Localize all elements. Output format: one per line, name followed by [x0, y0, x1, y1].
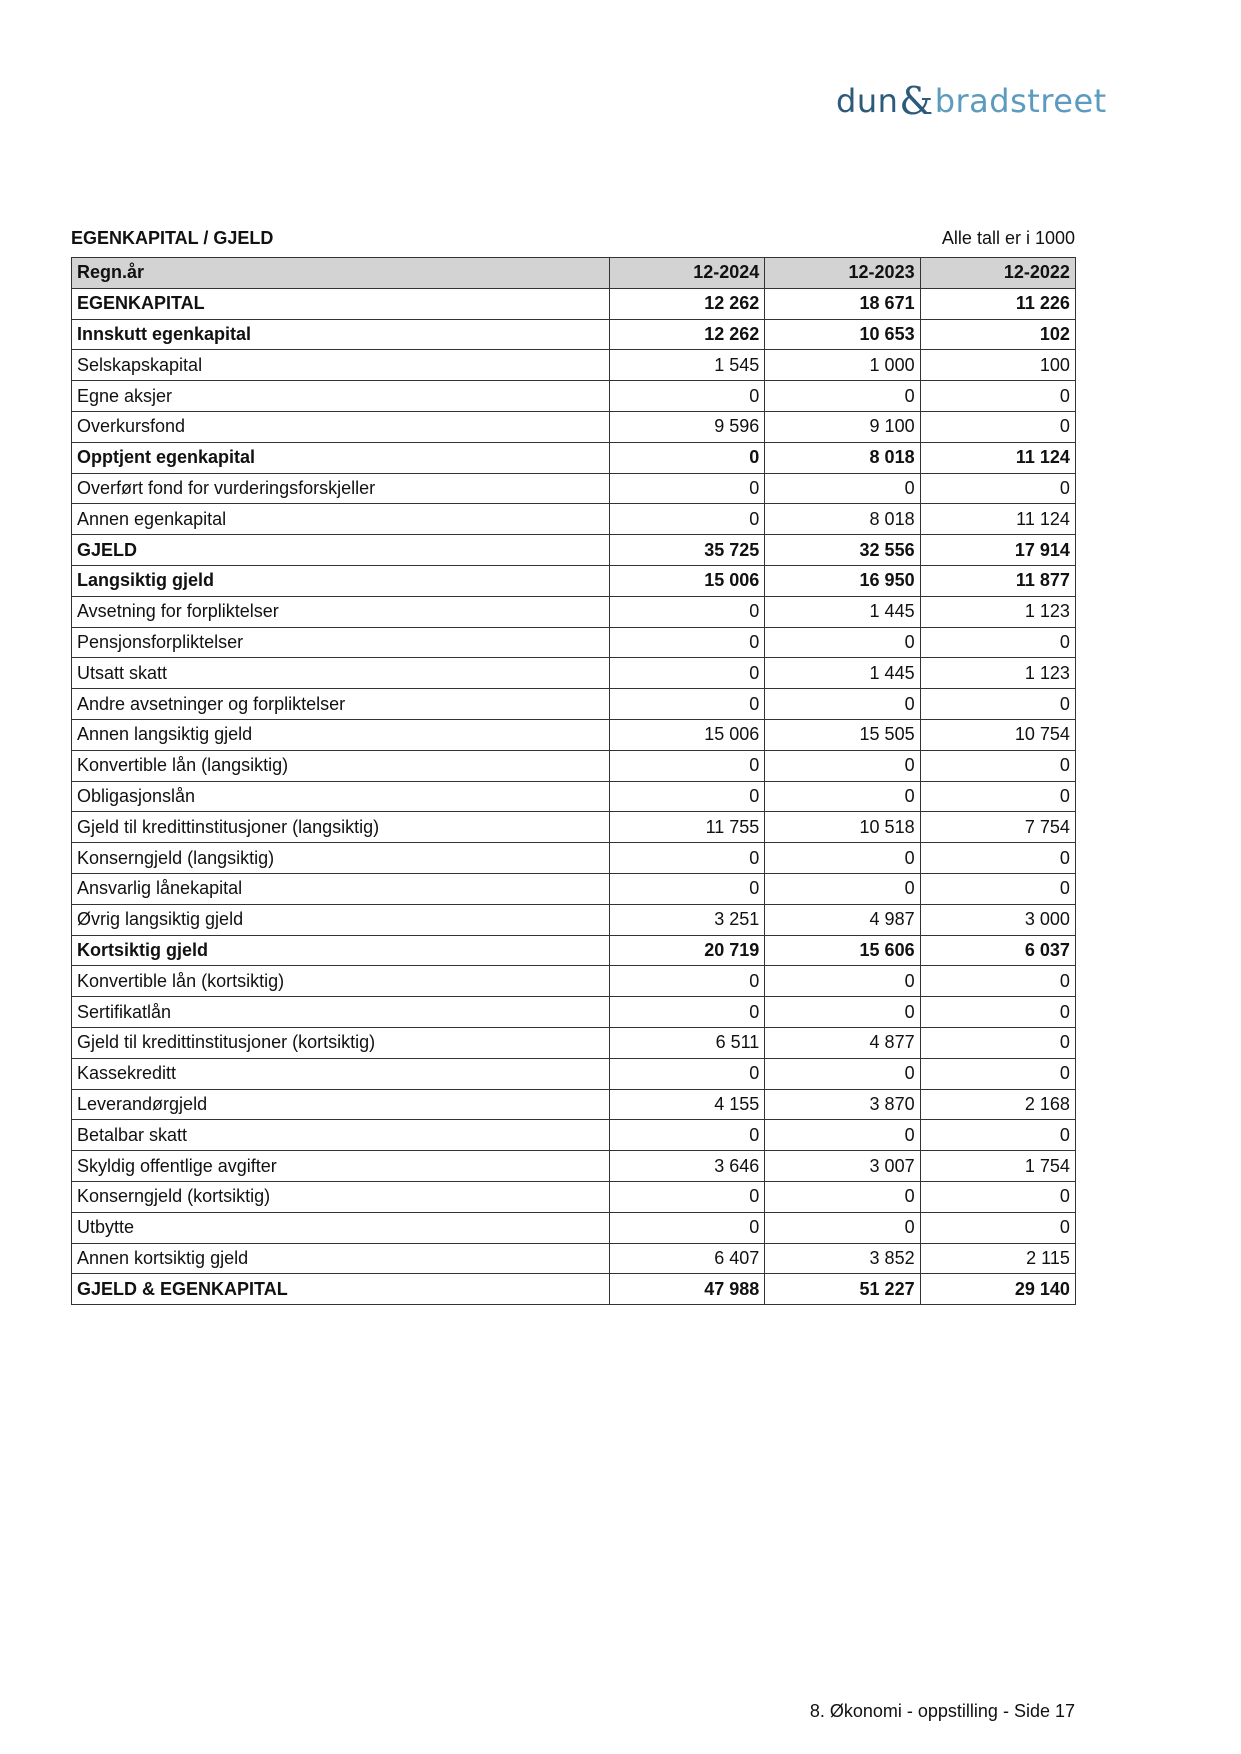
- row-value: 6 511: [610, 1027, 765, 1058]
- row-value: 0: [920, 1027, 1075, 1058]
- table-row: [72, 1058, 1076, 1089]
- table-row: [72, 750, 1076, 781]
- row-label: Utsatt skatt: [72, 658, 610, 689]
- row-label: Kassekreditt: [72, 1058, 610, 1089]
- row-value: 0: [610, 1181, 765, 1212]
- row-value: 11 124: [920, 442, 1075, 473]
- logo-text-dun: dun: [836, 82, 899, 120]
- logo-ampersand: &: [899, 79, 934, 123]
- row-value: 3 007: [765, 1151, 920, 1182]
- row-value: 11 124: [920, 504, 1075, 535]
- row-label: Gjeld til kredittinstitusjoner (kortsiktig): [72, 1027, 610, 1058]
- row-value: 0: [765, 1181, 920, 1212]
- row-value: 15 505: [765, 719, 920, 750]
- header-cell-year: 12-2022: [920, 258, 1075, 289]
- table-row: [72, 1027, 1076, 1058]
- table-row: [72, 1212, 1076, 1243]
- row-value: 0: [610, 627, 765, 658]
- row-value: 0: [920, 781, 1075, 812]
- row-value: 10 518: [765, 812, 920, 843]
- row-value: 15 006: [610, 719, 765, 750]
- row-value: 1 754: [920, 1151, 1075, 1182]
- row-label: Gjeld til kredittinstitusjoner (langsiktig): [72, 812, 610, 843]
- row-value: 0: [765, 1212, 920, 1243]
- table-row: [72, 535, 1076, 566]
- row-value: 8 018: [765, 442, 920, 473]
- row-label: Selskapskapital: [72, 350, 610, 381]
- row-value: 0: [765, 843, 920, 874]
- row-value: 100: [920, 350, 1075, 381]
- row-value: 0: [610, 997, 765, 1028]
- table-row: [72, 596, 1076, 627]
- row-label: GJELD: [72, 535, 610, 566]
- table-row: [72, 350, 1076, 381]
- header-cell-label: Regn.år: [72, 258, 610, 289]
- row-value: 4 987: [765, 904, 920, 935]
- table-row: [72, 781, 1076, 812]
- table-row: [72, 689, 1076, 720]
- row-label: Overført fond for vurderingsforskjeller: [72, 473, 610, 504]
- row-label: Konvertible lån (langsiktig): [72, 750, 610, 781]
- row-value: 0: [765, 1120, 920, 1151]
- table-row: [72, 288, 1076, 319]
- row-value: 0: [765, 627, 920, 658]
- row-label: Leverandørgjeld: [72, 1089, 610, 1120]
- row-value: 3 852: [765, 1243, 920, 1274]
- table-row: [72, 658, 1076, 689]
- row-value: 0: [920, 473, 1075, 504]
- row-value: 6 037: [920, 935, 1075, 966]
- row-value: 15 006: [610, 565, 765, 596]
- row-value: 1 445: [765, 658, 920, 689]
- row-value: 0: [610, 1120, 765, 1151]
- row-label: Ansvarlig lånekapital: [72, 873, 610, 904]
- row-value: 2 115: [920, 1243, 1075, 1274]
- row-label: Innskutt egenkapital: [72, 319, 610, 350]
- unit-note: Alle tall er i 1000: [941, 227, 1075, 248]
- row-label: Konserngjeld (langsiktig): [72, 843, 610, 874]
- table-row: [72, 873, 1076, 904]
- row-value: 0: [610, 873, 765, 904]
- row-value: 0: [610, 750, 765, 781]
- table-row: [72, 719, 1076, 750]
- row-value: 1 545: [610, 350, 765, 381]
- row-value: 47 988: [610, 1274, 765, 1305]
- row-value: 0: [610, 504, 765, 535]
- table-row: [72, 504, 1076, 535]
- row-value: 0: [765, 997, 920, 1028]
- row-value: 0: [765, 873, 920, 904]
- row-value: 0: [920, 1212, 1075, 1243]
- dun-bradstreet-logo: [836, 79, 1107, 123]
- row-value: 29 140: [920, 1274, 1075, 1305]
- table-row: [72, 319, 1076, 350]
- row-value: 0: [765, 689, 920, 720]
- row-value: 12 262: [610, 319, 765, 350]
- row-label: Øvrig langsiktig gjeld: [72, 904, 610, 935]
- table-row: [72, 565, 1076, 596]
- row-value: 10 754: [920, 719, 1075, 750]
- row-label: Opptjent egenkapital: [72, 442, 610, 473]
- balance-sheet-table: [71, 257, 1076, 1305]
- row-value: 11 755: [610, 812, 765, 843]
- row-value: 0: [765, 781, 920, 812]
- row-value: 0: [610, 381, 765, 412]
- row-label: Sertifikatlån: [72, 997, 610, 1028]
- table-row: [72, 1089, 1076, 1120]
- row-value: 6 407: [610, 1243, 765, 1274]
- table-row: [72, 1151, 1076, 1182]
- row-value: 35 725: [610, 535, 765, 566]
- row-value: 0: [765, 1058, 920, 1089]
- row-value: 0: [920, 750, 1075, 781]
- row-label: EGENKAPITAL: [72, 288, 610, 319]
- row-value: 0: [610, 442, 765, 473]
- page-footer: 8. Økonomi - oppstilling - Side 17: [809, 1701, 1075, 1721]
- table-row: [72, 1243, 1076, 1274]
- row-value: 8 018: [765, 504, 920, 535]
- row-value: 4 155: [610, 1089, 765, 1120]
- row-value: 3 000: [920, 904, 1075, 935]
- row-value: 3 251: [610, 904, 765, 935]
- row-value: 0: [610, 1058, 765, 1089]
- row-label: Langsiktig gjeld: [72, 565, 610, 596]
- row-value: 0: [765, 966, 920, 997]
- row-value: 18 671: [765, 288, 920, 319]
- row-label: Annen langsiktig gjeld: [72, 719, 610, 750]
- row-value: 0: [920, 966, 1075, 997]
- header-cell-year: 12-2023: [765, 258, 920, 289]
- table-row: [72, 1274, 1076, 1305]
- table-row: [72, 843, 1076, 874]
- row-value: 2 168: [920, 1089, 1075, 1120]
- row-value: 9 100: [765, 411, 920, 442]
- row-value: 1 123: [920, 596, 1075, 627]
- table-row: [72, 812, 1076, 843]
- row-value: 11 877: [920, 565, 1075, 596]
- row-value: 0: [920, 997, 1075, 1028]
- row-value: 0: [610, 781, 765, 812]
- row-value: 0: [920, 843, 1075, 874]
- row-value: 11 226: [920, 288, 1075, 319]
- row-value: 51 227: [765, 1274, 920, 1305]
- table-row: [72, 442, 1076, 473]
- row-value: 0: [920, 1058, 1075, 1089]
- row-value: 10 653: [765, 319, 920, 350]
- header-cell-year: 12-2024: [610, 258, 765, 289]
- row-value: 32 556: [765, 535, 920, 566]
- row-value: 16 950: [765, 565, 920, 596]
- row-value: 3 646: [610, 1151, 765, 1182]
- table-row: [72, 473, 1076, 504]
- row-label: Avsetning for forpliktelser: [72, 596, 610, 627]
- section-heading-row: [71, 226, 1075, 250]
- row-label: Pensjonsforpliktelser: [72, 627, 610, 658]
- row-value: 0: [610, 473, 765, 504]
- row-label: Annen kortsiktig gjeld: [72, 1243, 610, 1274]
- row-label: Betalbar skatt: [72, 1120, 610, 1151]
- row-value: 9 596: [610, 411, 765, 442]
- row-value: 0: [920, 411, 1075, 442]
- row-label: Utbytte: [72, 1212, 610, 1243]
- logo-text-bradstreet: bradstreet: [934, 82, 1107, 120]
- table-row: [72, 381, 1076, 412]
- row-value: 3 870: [765, 1089, 920, 1120]
- row-label: Overkursfond: [72, 411, 610, 442]
- row-value: 0: [610, 658, 765, 689]
- row-value: 0: [920, 689, 1075, 720]
- row-label: Andre avsetninger og forpliktelser: [72, 689, 610, 720]
- row-label: Annen egenkapital: [72, 504, 610, 535]
- row-value: 0: [610, 843, 765, 874]
- row-value: 0: [920, 381, 1075, 412]
- row-value: 1 000: [765, 350, 920, 381]
- table-row: [72, 1181, 1076, 1212]
- row-value: 0: [610, 966, 765, 997]
- section-title: EGENKAPITAL / GJELD: [71, 227, 274, 248]
- row-value: 12 262: [610, 288, 765, 319]
- table-row: [72, 411, 1076, 442]
- row-value: 0: [610, 1212, 765, 1243]
- row-value: 20 719: [610, 935, 765, 966]
- row-value: 1 123: [920, 658, 1075, 689]
- row-value: 0: [920, 1181, 1075, 1212]
- table-body: [72, 288, 1076, 1304]
- row-value: 4 877: [765, 1027, 920, 1058]
- row-label: Konserngjeld (kortsiktig): [72, 1181, 610, 1212]
- table-header-row: [72, 258, 1076, 289]
- row-value: 0: [765, 473, 920, 504]
- row-label: Skyldig offentlige avgifter: [72, 1151, 610, 1182]
- row-value: 102: [920, 319, 1075, 350]
- row-value: 0: [920, 1120, 1075, 1151]
- table-row: [72, 904, 1076, 935]
- row-value: 0: [765, 381, 920, 412]
- table-row: [72, 1120, 1076, 1151]
- row-value: 1 445: [765, 596, 920, 627]
- row-value: 0: [610, 596, 765, 627]
- table-row: [72, 935, 1076, 966]
- row-value: 0: [610, 689, 765, 720]
- row-label: Obligasjonslån: [72, 781, 610, 812]
- row-value: 17 914: [920, 535, 1075, 566]
- row-label: Konvertible lån (kortsiktig): [72, 966, 610, 997]
- table-row: [72, 627, 1076, 658]
- row-value: 0: [920, 627, 1075, 658]
- row-label: GJELD & EGENKAPITAL: [72, 1274, 610, 1305]
- row-label: Egne aksjer: [72, 381, 610, 412]
- row-label: Kortsiktig gjeld: [72, 935, 610, 966]
- row-value: 0: [765, 750, 920, 781]
- table-row: [72, 997, 1076, 1028]
- table-row: [72, 966, 1076, 997]
- row-value: 0: [920, 873, 1075, 904]
- row-value: 15 606: [765, 935, 920, 966]
- row-value: 7 754: [920, 812, 1075, 843]
